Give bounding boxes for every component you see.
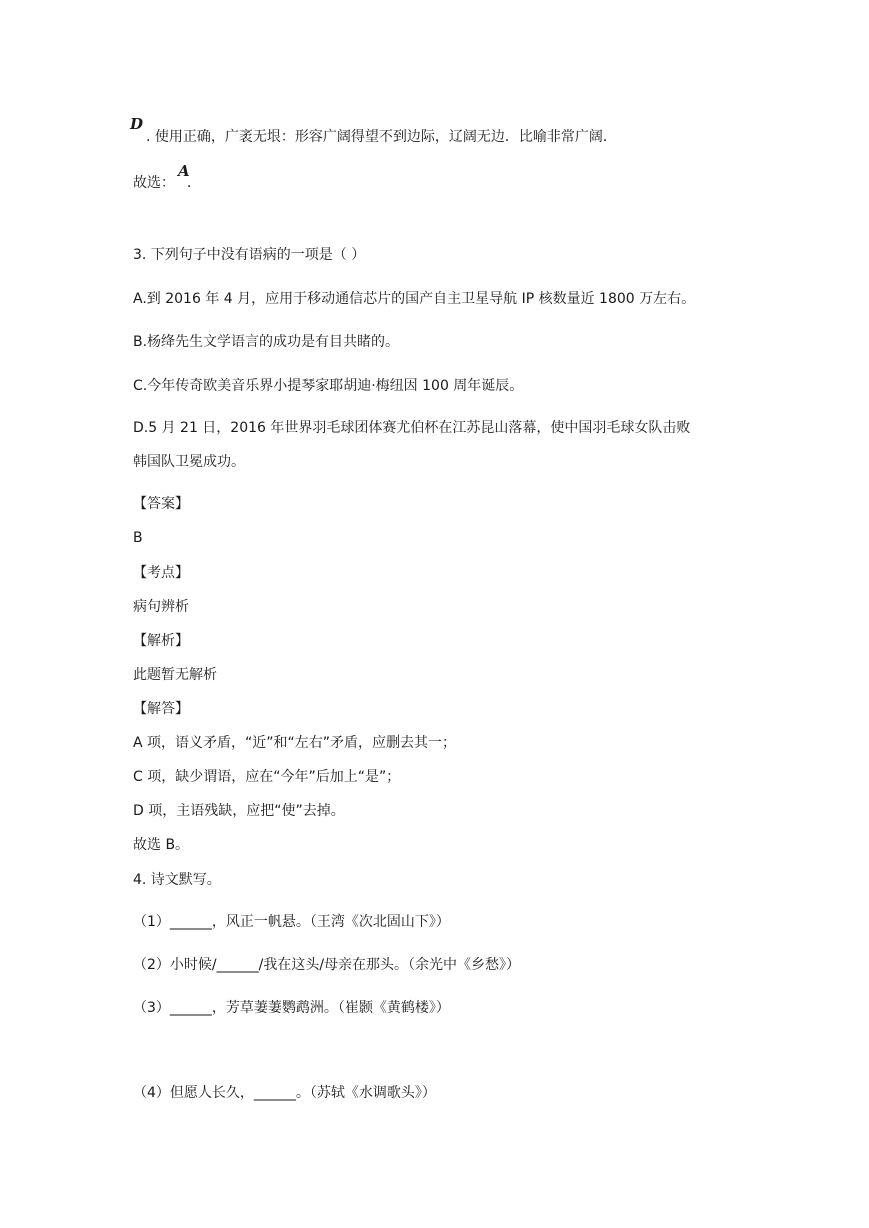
solution-heading: 【解答】 — [133, 701, 189, 717]
q3-option-c: C.今年传奇欧美音乐界小提琴家耶胡迪·梅纽因 100 周年诞辰。 — [133, 378, 524, 394]
solution-line-4: 故选 B。 — [133, 837, 190, 853]
q4-item-4: （4）但愿人长久，______。（苏轼《水调歌头》） — [133, 1085, 436, 1101]
choose-letter: A — [178, 162, 190, 180]
choose-suffix: ． — [187, 175, 201, 191]
q3-option-d-cont: 韩国队卫冕成功。 — [133, 454, 245, 470]
point-heading: 【考点】 — [133, 565, 189, 581]
solution-line-3: D 项，主语残缺，应把“使”去掉。 — [133, 803, 345, 819]
answer-heading: 【答案】 — [133, 496, 189, 512]
q3-title: 3. 下列句子中没有语病的一项是（ ） — [133, 247, 366, 263]
analysis-value: 此题暂无解析 — [133, 667, 217, 683]
q4-item-3: （3）______，芳草萋萋鹦鹉洲。（崔颢《黄鹤楼》） — [133, 1000, 450, 1016]
answer-value: B — [133, 530, 143, 546]
q4-item-2: （2）小时候/______/我在这头/母亲在那头。（余光中《乡愁》） — [133, 957, 521, 973]
option-d-explanation: . 使用正确，广袤无垠：形容广阔得望不到边际，辽阔无边．比喻非常广阔． — [146, 129, 617, 145]
prev-choose-line — [133, 173, 201, 193]
q3-option-b: B.杨绛先生文学语言的成功是有目共睹的。 — [133, 334, 400, 350]
q4-title: 4. 诗文默写。 — [133, 872, 221, 888]
q3-option-d: D.5 月 21 日，2016 年世界羽毛球团体赛尤伯杯在江苏昆山落幕，使中国羽毛球女队击败 — [133, 420, 691, 436]
point-value: 病句辨析 — [133, 599, 189, 615]
solution-line-2: C 项，缺少谓语，应在“今年”后加上“是”； — [133, 769, 401, 785]
option-d-letter: D — [130, 115, 144, 133]
analysis-heading: 【解析】 — [133, 633, 189, 649]
q3-option-a: A.到 2016 年 4 月，应用于移动通信芯片的国产自主卫星导航 IP 核数量近 1800 万左右。 — [133, 291, 696, 307]
solution-line-1: A 项，语义矛盾，“近”和“左右”矛盾，应删去其一； — [133, 735, 457, 751]
q4-item-1: （1）______，风正一帆悬。（王湾《次北固山下》） — [133, 914, 450, 930]
choose-prefix: 故选： — [133, 175, 175, 191]
